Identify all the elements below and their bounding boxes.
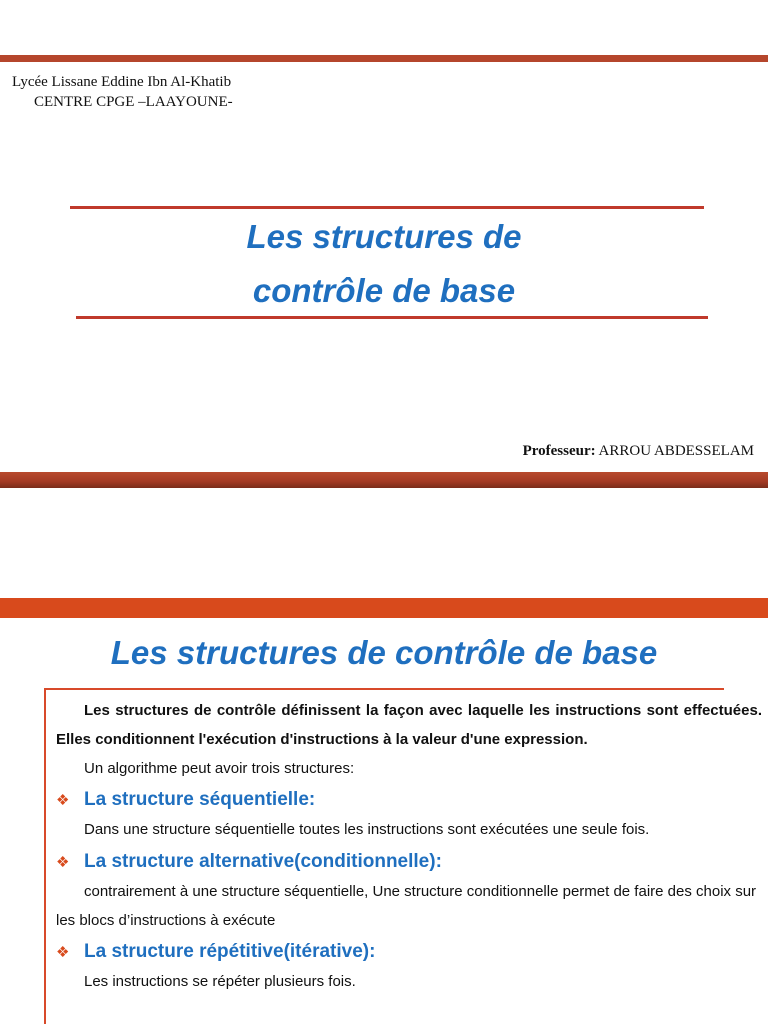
section-text-sequential: Dans une structure séquentielle toutes les instructions sont exécutées une seule fois. bbox=[84, 821, 650, 838]
section-heading-text: La structure séquentielle: bbox=[84, 789, 316, 810]
intro-paragraph: Les structures de contrôle définissent la façon avec laquelle les instructions sont effectuées. Elles conditionnent l'exécution d'instructions à la valeur d'une expression. bbox=[56, 702, 762, 748]
diamond-bullet-icon: ❖ bbox=[56, 854, 70, 871]
title-rule-bottom bbox=[76, 316, 708, 319]
content-box-left-border bbox=[44, 688, 46, 1024]
section-heading-repetitive bbox=[56, 937, 762, 967]
section-heading-alternative bbox=[56, 847, 762, 877]
section-heading-sequential bbox=[56, 785, 762, 815]
section-text-repetitive: Les instructions se répéter plusieurs fois. bbox=[84, 973, 356, 990]
professor-name: ARROU ABDESSELAM bbox=[595, 443, 754, 459]
slide2-title: Les structures de contrôle de base bbox=[110, 634, 658, 671]
section-heading-text: La structure répétitive(itérative): bbox=[84, 941, 376, 962]
professor-label: Professeur: bbox=[522, 443, 596, 459]
school-header bbox=[12, 72, 233, 112]
title-rule-top bbox=[70, 206, 704, 209]
intro-line: Un algorithme peut avoir trois structures: bbox=[84, 760, 355, 777]
school-center: CENTRE CPGE –LAAYOUNE- bbox=[34, 94, 233, 110]
slide2-top-bar bbox=[0, 598, 768, 618]
school-name: Lycée Lissane Eddine Ibn Al-Khatib bbox=[12, 74, 232, 90]
professor-credit bbox=[523, 443, 754, 460]
slide1-title-line2: contrôle de base bbox=[252, 272, 516, 309]
diamond-bullet-icon: ❖ bbox=[56, 792, 70, 809]
slide1-bottom-bar bbox=[0, 472, 768, 488]
diamond-bullet-icon: ❖ bbox=[56, 944, 70, 961]
section-text-alternative: contrairement à une structure séquentielle, Une structure conditionnelle permet de faire des choix sur les blocs d’instructions à exécute bbox=[56, 883, 757, 929]
content-box-top-border bbox=[44, 688, 724, 690]
slide1-top-bar bbox=[0, 55, 768, 62]
slide1-title-line1: Les structures de bbox=[246, 218, 522, 255]
slide2-content bbox=[56, 696, 762, 997]
section-heading-text: La structure alternative(conditionnelle): bbox=[84, 851, 442, 872]
